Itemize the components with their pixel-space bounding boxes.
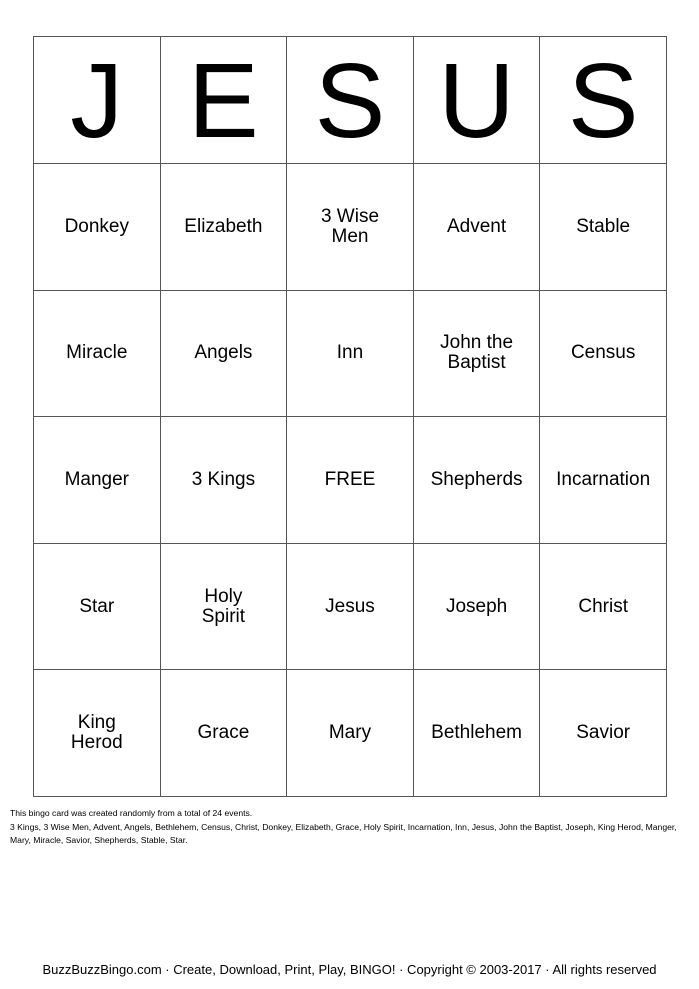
header-letter: S	[287, 37, 414, 164]
bingo-cell: 3 Kings	[160, 417, 287, 544]
bingo-card	[33, 36, 667, 797]
bingo-cell: Shepherds	[413, 417, 540, 544]
bingo-cell: 3 Wise Men	[287, 164, 414, 291]
bingo-row	[34, 164, 667, 291]
bingo-row	[34, 417, 667, 544]
bingo-cell: Angels	[160, 290, 287, 417]
header-letter: U	[413, 37, 540, 164]
bingo-row	[34, 670, 667, 797]
bingo-cell: Christ	[540, 543, 667, 670]
bingo-cell: Miracle	[34, 290, 161, 417]
bingo-row	[34, 290, 667, 417]
bingo-cell: Census	[540, 290, 667, 417]
bingo-cell: Inn	[287, 290, 414, 417]
bingo-header-row	[34, 37, 667, 164]
bingo-cell: Incarnation	[540, 417, 667, 544]
bingo-cell: Savior	[540, 670, 667, 797]
header-letter: S	[540, 37, 667, 164]
bingo-cell: Stable	[540, 164, 667, 291]
bingo-cell: Mary	[287, 670, 414, 797]
bingo-cell: Holy Spirit	[160, 543, 287, 670]
bingo-cell: Elizabeth	[160, 164, 287, 291]
card-info-events: 3 Kings, 3 Wise Men, Advent, Angels, Bethlehem, Census, Christ, Donkey, Elizabeth, Grace, Holy Spirit, Incarnation, Inn, Jesus, John the Baptist, Joseph, King Herod, Manger, Mary, Miracle, Savior, Shepherds, Stable, Star.	[10, 821, 677, 845]
header-letter: J	[34, 37, 161, 164]
header-letter: E	[160, 37, 287, 164]
card-info-summary: This bingo card was created randomly from a total of 24 events.	[10, 808, 253, 818]
bingo-cell: Advent	[413, 164, 540, 291]
bingo-cell: Bethlehem	[413, 670, 540, 797]
bingo-cell: Grace	[160, 670, 287, 797]
bingo-cell: Manger	[34, 417, 161, 544]
bingo-cell: Jesus	[287, 543, 414, 670]
bingo-cell: Star	[34, 543, 161, 670]
card-info	[10, 807, 680, 848]
bingo-cell: Joseph	[413, 543, 540, 670]
free-cell: FREE	[287, 417, 414, 544]
bingo-cell: Donkey	[34, 164, 161, 291]
bingo-cell: King Herod	[34, 670, 161, 797]
bingo-row	[34, 543, 667, 670]
footer-text: BuzzBuzzBingo.com · Create, Download, Print, Play, BINGO! · Copyright © 2003-2017 · All rights reserved	[42, 962, 657, 977]
bingo-cell: John the Baptist	[413, 290, 540, 417]
